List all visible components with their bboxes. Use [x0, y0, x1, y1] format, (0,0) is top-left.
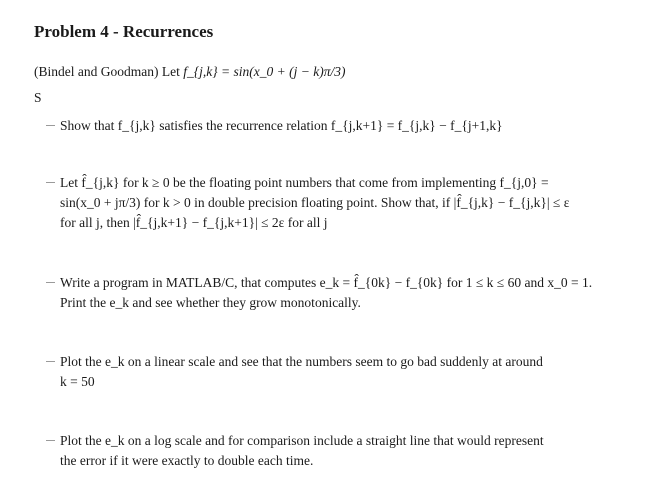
- section-label: S: [34, 90, 42, 105]
- bullet-dash: [46, 125, 55, 126]
- item-line: Let f̂_{j,k} for k ≥ 0 be the floating point numbers that come from implementing f_{j,0} =: [60, 175, 549, 190]
- intro-math: f_{j,k} = sin(x_0 + (j − k)π/3): [183, 64, 346, 79]
- bullet-dash: [46, 440, 55, 441]
- list-item: [46, 273, 606, 313]
- item-line: Plot the e_k on a log scale and for comparison include a straight line that would represent: [60, 433, 544, 448]
- item-line: the error if it were exactly to double each time.: [60, 453, 314, 468]
- item-line: Print the e_k and see whether they grow monotonically.: [60, 295, 361, 310]
- bullet-dash: [46, 282, 55, 283]
- item-line: Write a program in MATLAB/C, that computes e_k = f̂_{0k} − f_{0k} for 1 ≤ k ≤ 60 and x_0 = 1.: [60, 275, 593, 290]
- bullet-dash: [46, 361, 55, 362]
- list-item: [46, 173, 606, 233]
- list-item: [46, 116, 606, 136]
- problem-title: Problem 4 - Recurrences: [34, 22, 214, 41]
- item-line: sin(x_0 + jπ/3) for k > 0 in double precision floating point. Show that, if |f̂_{j,k} − f_{j,k}| ≤ ε: [60, 195, 570, 210]
- item-line: k = 50: [60, 374, 95, 389]
- list-item: [46, 352, 606, 392]
- item-line: Plot the e_k on a linear scale and see that the numbers seem to go bad suddenly at around: [60, 354, 543, 369]
- item-text: Show that f_{j,k} satisfies the recurrence relation f_{j,k+1} = f_{j,k} − f_{j+1,k}: [60, 118, 503, 133]
- list-item: [46, 431, 606, 471]
- intro-text: (Bindel and Goodman) Let: [34, 64, 184, 79]
- problem-intro: [34, 64, 345, 80]
- item-line: for all j, then |f̂_{j,k+1} − f_{j,k+1}| ≤ 2ε for all j: [60, 215, 328, 230]
- bullet-dash: [46, 182, 55, 183]
